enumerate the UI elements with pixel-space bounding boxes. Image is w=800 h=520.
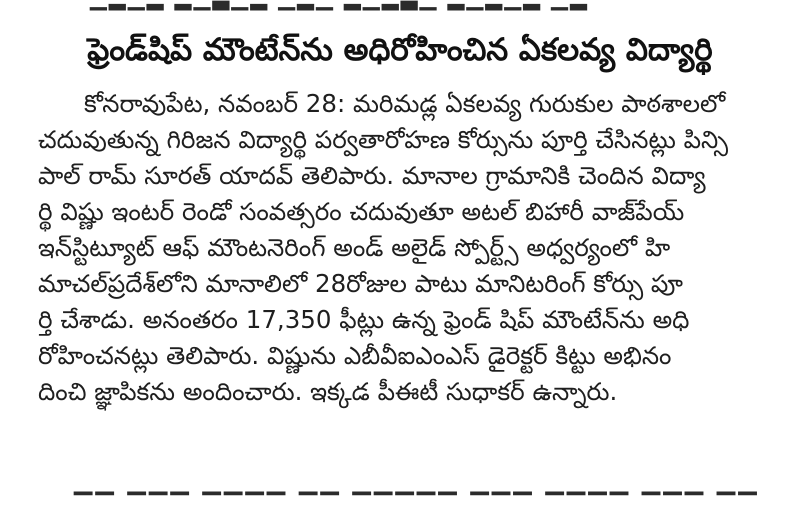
cropped-next-article-text: ▔▔ ▔▔▔ ▔▔▔▔ ▔▔ ▔▔▔▔▔ ▔▔▔ ▔▔▔▔ ▔▔▔ ▔▔ — [74, 492, 760, 520]
article-line: పాల్‌ రామ్‌ సూరత్‌ యాదవ్‌ తెలిపారు. మానాల గ్రామానికి చెందిన విద్యా — [38, 161, 706, 190]
article-headline: ఫ్రెండ్‌షిప్‌ మౌంటేన్‌ను అధిరోహించిన ఏకలవ్య విద్యార్థి — [87, 32, 713, 68]
article-line: మాచల్‌ప్రదేశ్‌లోని మానాలిలో 28రోజుల పాటు మానిటరింగ్‌ కోర్సు పూ — [38, 269, 684, 298]
article-line: దించి జ్ఞాపికను అందించారు. ఇక్కడ పీఈటీ సుధాకర్‌ ఉన్నారు. — [38, 377, 618, 406]
article-line: రోహించనట్లు తెలిపారు. విష్ణును ఎబీవీఐఎంఎస్‌ డైరెక్టర్‌ కిట్టు అభినం — [38, 341, 672, 370]
cropped-previous-article-text — [90, 0, 610, 6]
article-line: ఇన్‌స్టిట్యూట్‌ ఆఫ్‌ మౌంటనెరింగ్‌ అండ్‌ అలైడ్‌ స్పోర్ట్స్‌ అధ్వర్యంలో హి — [38, 233, 671, 262]
article-line: ర్థి విష్ణు ఇంటర్‌ రెండో సంవత్సరం చదువుతూ అటల్‌ బిహారీ వాజ్‌పేయ్‌ — [38, 197, 685, 226]
article-line: చదువుతున్న గిరిజన విద్యార్థి పర్వతారోహణ కోర్సును పూర్తి చేసినట్లు పిన్సి — [38, 125, 729, 154]
article-body — [38, 86, 778, 410]
article-line: కోనరావుపేట, నవంబర్‌ 28: మరిమడ్ల ఏకలవ్య గురుకుల పాఠశాలలో — [84, 89, 726, 118]
article-line: ర్తి చేశాడు. అనంతరం 17,350 ఫీట్లు ఉన్న ఫ్రెండ్‌ షిప్‌ మౌంటేన్‌ను అధి — [38, 305, 690, 334]
